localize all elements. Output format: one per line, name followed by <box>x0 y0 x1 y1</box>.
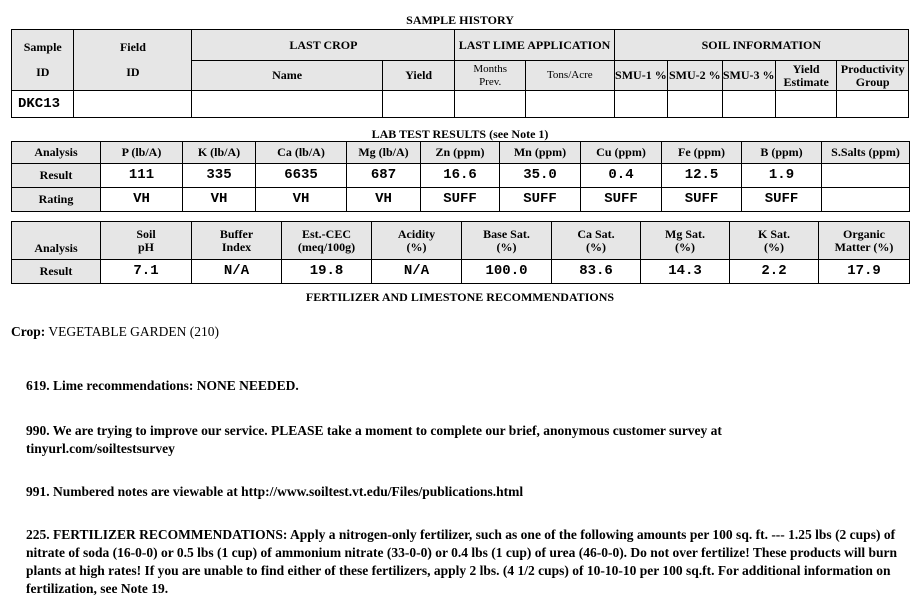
p-rating: VH <box>101 188 183 212</box>
k-sat-header: K Sat. (%) <box>730 222 819 260</box>
crop-name-header: Name <box>192 61 382 91</box>
crop-yield-value <box>382 91 455 118</box>
smu3-value <box>722 91 775 118</box>
soil-info-header: SOIL INFORMATION <box>614 30 908 61</box>
organic-matter-header: Organic Matter (%) <box>819 222 910 260</box>
sample-history-table <box>11 29 909 118</box>
note-619: 619. Lime recommendations: NONE NEEDED. <box>26 378 299 393</box>
soil-ph-value: 7.1 <box>101 260 192 284</box>
mg-result: 687 <box>347 164 421 188</box>
smu1-header: SMU-1 % <box>614 61 667 91</box>
tons-acre-header: Tons/Acre <box>525 61 614 91</box>
mg-sat-header: Mg Sat. (%) <box>641 222 730 260</box>
soil-results-table <box>11 221 910 284</box>
field-id-value <box>74 91 192 118</box>
salts-rating <box>822 188 910 212</box>
productivity-group-value <box>837 91 909 118</box>
buffer-index-header: Buffer Index <box>192 222 282 260</box>
p-header: P (lb/A) <box>101 142 183 164</box>
cu-header: Cu (ppm) <box>581 142 662 164</box>
yield-estimate-value <box>775 91 836 118</box>
salts-result <box>822 164 910 188</box>
b-result: 1.9 <box>742 164 822 188</box>
p-result: 111 <box>101 164 183 188</box>
rating-label: Rating <box>12 188 101 212</box>
months-prev-header: Months Prev. <box>455 61 526 91</box>
fe-result: 12.5 <box>662 164 742 188</box>
analysis-label: Analysis <box>12 142 101 164</box>
smu3-header: SMU-3 % <box>722 61 775 91</box>
sample-id-header: Sample ID <box>12 30 74 91</box>
last-crop-header: LAST CROP <box>192 30 455 61</box>
soil-ph-header: Soil pH <box>101 222 192 260</box>
acidity-value: N/A <box>372 260 462 284</box>
base-sat-header: Base Sat. (%) <box>462 222 552 260</box>
lab-results-title: LAB TEST RESULTS (see Note 1) <box>371 127 549 141</box>
ca-sat-header: Ca Sat. (%) <box>552 222 641 260</box>
crop-line <box>11 324 219 340</box>
productivity-group-header: Productivity Group <box>837 61 909 91</box>
k-sat-value: 2.2 <box>730 260 819 284</box>
zn-header: Zn (ppm) <box>421 142 500 164</box>
crop-name-value <box>192 91 382 118</box>
last-lime-header: LAST LIME APPLICATION <box>455 30 614 61</box>
organic-matter-value: 17.9 <box>819 260 910 284</box>
ca-header: Ca (lb/A) <box>256 142 347 164</box>
sample-history-title: SAMPLE HISTORY <box>406 13 514 27</box>
soil-analysis-label: Analysis <box>12 222 101 260</box>
fe-rating: SUFF <box>662 188 742 212</box>
est-cec-header: Est.-CEC (meq/100g) <box>282 222 372 260</box>
crop-label: Crop: <box>11 324 46 339</box>
note-225: 225. FERTILIZER RECOMMENDATIONS: Apply a nitrogen-only fertilizer, such as one of the following amounts per 100 sq. ft. --- 1.25 lbs (2 cups) of nitrate of soda (16-0-0) or 0.5 lbs (1 cup) of ammonium nitrate (33-0-0) or 0.4 lbs (1 cup) of urea (46-0-0). Do not over fertilize! These products will burn plants at high rates! If you are unable to find either of these fertilizers, apply 2 lbs. (4 1/2 cups) of 10-10-10 per 100 sq.ft. For additional information on fertilization, see Note 19. <box>26 527 898 596</box>
note-990: 990. We are trying to improve our service. PLEASE take a moment to complete our brief, anonymous customer survey at tinyurl.com/soiltestsurvey <box>26 423 722 456</box>
ca-sat-value: 83.6 <box>552 260 641 284</box>
field-id-header: Field ID <box>74 30 192 91</box>
zn-result: 16.6 <box>421 164 500 188</box>
mn-rating: SUFF <box>500 188 581 212</box>
ca-result: 6635 <box>256 164 347 188</box>
mn-header: Mn (ppm) <box>500 142 581 164</box>
salts-header: S.Salts (ppm) <box>822 142 910 164</box>
sample-id-value: DKC13 <box>12 91 74 118</box>
mg-header: Mg (lb/A) <box>347 142 421 164</box>
b-rating: SUFF <box>742 188 822 212</box>
mg-sat-value: 14.3 <box>641 260 730 284</box>
b-header: B (ppm) <box>742 142 822 164</box>
buffer-index-value: N/A <box>192 260 282 284</box>
fe-header: Fe (ppm) <box>662 142 742 164</box>
recommendations-title: FERTILIZER AND LIMESTONE RECOMMENDATIONS <box>305 290 615 304</box>
soil-result-label: Result <box>12 260 101 284</box>
note-991: 991. Numbered notes are viewable at http://www.soiltest.vt.edu/Files/publications.html <box>26 484 524 499</box>
yield-estimate-header: Yield Estimate <box>775 61 836 91</box>
zn-rating: SUFF <box>421 188 500 212</box>
cu-result: 0.4 <box>581 164 662 188</box>
mn-result: 35.0 <box>500 164 581 188</box>
crop-yield-header: Yield <box>382 61 455 91</box>
k-result: 335 <box>183 164 256 188</box>
smu1-value <box>614 91 667 118</box>
mg-rating: VH <box>347 188 421 212</box>
smu2-header: SMU-2 % <box>668 61 722 91</box>
months-prev-value <box>455 91 526 118</box>
acidity-header: Acidity (%) <box>372 222 462 260</box>
tons-acre-value <box>525 91 614 118</box>
est-cec-value: 19.8 <box>282 260 372 284</box>
k-rating: VH <box>183 188 256 212</box>
base-sat-value: 100.0 <box>462 260 552 284</box>
lab-results-table <box>11 141 910 212</box>
ca-rating: VH <box>256 188 347 212</box>
cu-rating: SUFF <box>581 188 662 212</box>
result-label: Result <box>12 164 101 188</box>
k-header: K (lb/A) <box>183 142 256 164</box>
smu2-value <box>668 91 722 118</box>
crop-value: VEGETABLE GARDEN (210) <box>48 324 220 339</box>
